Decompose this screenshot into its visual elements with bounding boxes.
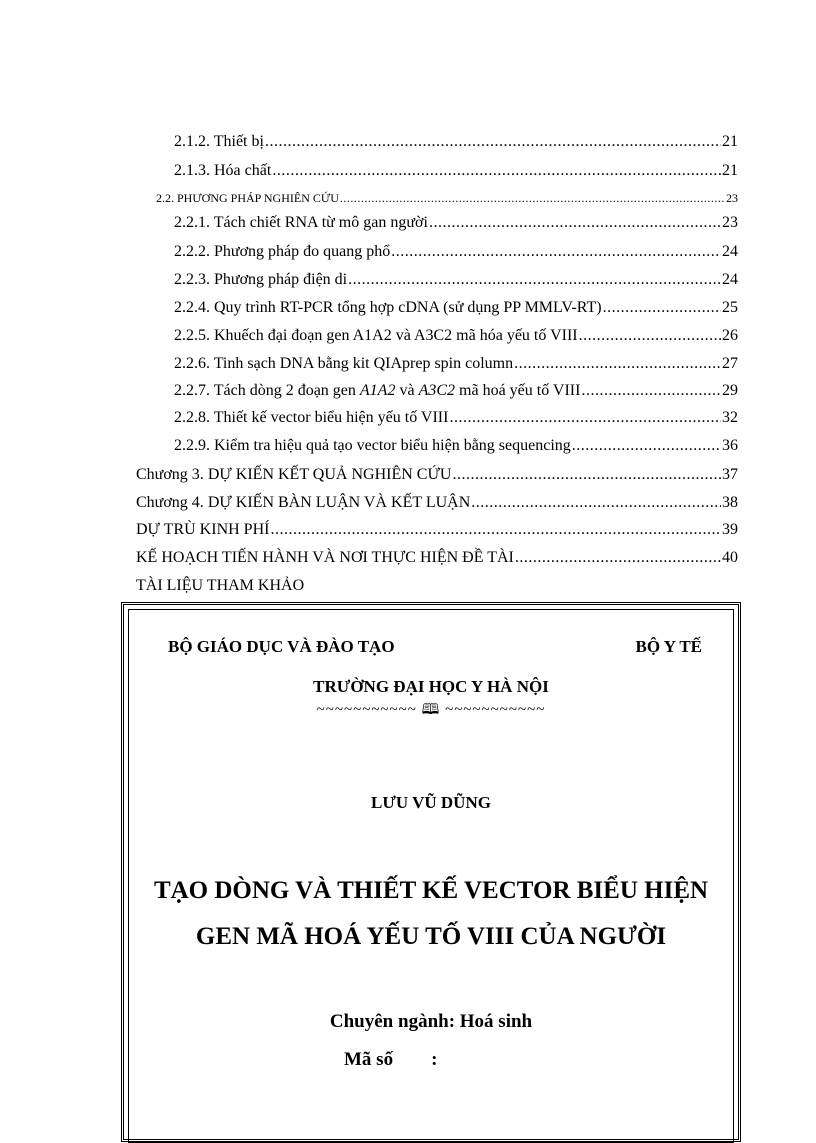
toc-entry-2-2-6[interactable] [174, 353, 738, 375]
toc-entry-2-2-2[interactable] [174, 241, 738, 263]
toc-entry-page: 23 [726, 191, 738, 205]
toc-entry-page: 26 [722, 327, 738, 344]
toc-entry-page: 39 [722, 521, 738, 538]
toc-entry-page: 32 [722, 409, 738, 426]
code-colon: : [431, 1049, 438, 1070]
toc-entry-page: 25 [722, 299, 738, 316]
toc-entry-title: 2.2.4. Quy trình RT-PCR tổng hợp cDNA (sử dụng PP MMLV-RT) [174, 299, 602, 316]
toc-entry-title: KẾ HOẠCH TIẾN HÀNH VÀ NƠI THỰC HIỆN ĐỀ TÀI [136, 549, 514, 566]
toc-entry-chapter-3[interactable] [136, 464, 738, 486]
toc-entry-2-1-3[interactable] [174, 160, 738, 182]
ministry-health: BỘ Y TẾ [635, 637, 702, 656]
toc-entry-page: 29 [722, 382, 738, 399]
toc-entry-title: 2.2.7. Tách dòng 2 đoạn gen A1A2 và A3C2 mã hoá yếu tố VIII [174, 382, 581, 399]
gene-name: A3C2 [418, 382, 456, 399]
toc-entry-2-2-9[interactable] [174, 435, 738, 457]
toc-entry-title: 2.2.2. Phương pháp đo quang phổ [174, 243, 391, 260]
toc-entry-page: 21 [722, 133, 738, 150]
toc-entry-2-2-8[interactable] [174, 407, 738, 429]
toc-entry-title: Chương 3. DỰ KIẾN KẾT QUẢ NGHIÊN CỨU [136, 466, 452, 483]
toc-entry-title: 2.2.1. Tách chiết RNA từ mô gan người [174, 214, 428, 231]
toc-entry-title: 2.2.8. Thiết kế vector biểu hiện yếu tố VIII [174, 409, 449, 426]
toc-entry-title: Chương 4. DỰ KIẾN BÀN LUẬN VÀ KẾT LUẬN [136, 494, 471, 511]
toc-entry-plan[interactable] [136, 547, 738, 569]
toc-entry-page: 27 [722, 355, 738, 372]
code-label: Mã số [344, 1049, 394, 1070]
toc-entry-2-2[interactable] [156, 187, 738, 209]
toc-entry-title: 2.2.5. Khuếch đại đoạn gen A1A2 và A3C2 mã hóa yếu tố VIII [174, 327, 578, 344]
toc-entry-title: 2.2.9. Kiểm tra hiệu quả tạo vector biểu hiện bằng sequencing [174, 437, 571, 454]
toc-entry-chapter-4[interactable] [136, 492, 738, 514]
thesis-title-line-1: TẠO DÒNG VÀ THIẾT KẾ VECTOR BIỂU HIỆN [153, 877, 709, 904]
toc-entry-page: 37 [722, 466, 738, 483]
toc-entry-budget[interactable] [136, 519, 738, 541]
toc-entry-page: 38 [722, 494, 738, 511]
thesis-title-line-2: GEN MÃ HOÁ YẾU TỐ VIII CỦA NGƯỜI [195, 923, 667, 950]
toc-entry-references[interactable] [136, 575, 304, 597]
major-line: Chuyên ngành: Hoá sinh [329, 1011, 533, 1032]
code-line [344, 1049, 437, 1071]
toc-entry-2-2-4[interactable] [174, 297, 738, 319]
toc-entry-title: 2.1.3. Hóa chất [174, 162, 272, 179]
toc-entry-title: 2.2. PHƯƠNG PHÁP NGHIÊN CỨU [156, 191, 339, 205]
toc-entry-title: 2.2.6. Tinh sạch DNA bằng kit QIAprep spin column [174, 355, 514, 372]
toc-entry-2-2-5[interactable] [174, 325, 738, 347]
toc-entry-page: 21 [722, 162, 738, 179]
toc-entry-page: 24 [722, 271, 738, 288]
toc-entry-page: 36 [722, 437, 738, 454]
toc-entry-2-2-3[interactable] [174, 269, 738, 291]
toc-entry-page: 23 [722, 214, 738, 231]
toc-entry-title: DỰ TRÙ KINH PHÍ [136, 521, 270, 538]
ministry-education: BỘ GIÁO DỤC VÀ ĐÀO TẠO [168, 637, 395, 656]
thesis-cover-page [121, 602, 741, 1142]
toc-entry-2-1-2[interactable] [174, 131, 738, 153]
school-name: TRƯỜNG ĐẠI HỌC Y HÀ NỘI [313, 677, 549, 696]
author-name: LƯU VŨ DŨNG [371, 793, 491, 812]
toc-entry-2-2-1[interactable] [174, 212, 738, 234]
toc-entry-2-2-7[interactable] [174, 380, 738, 402]
toc-entry-title: 2.1.2. Thiết bị [174, 133, 264, 150]
toc-entry-page: 24 [722, 243, 738, 260]
toc-entry-title: TÀI LIỆU THAM KHẢO [136, 577, 305, 594]
book-ornament-icon: ~~~~~~~~~~~ 🕮 ~~~~~~~~~~~ [316, 702, 546, 718]
toc-entry-page: 40 [722, 549, 738, 566]
toc-entry-title: 2.2.3. Phương pháp điện di [174, 271, 348, 288]
gene-name: A1A2 [359, 382, 396, 399]
